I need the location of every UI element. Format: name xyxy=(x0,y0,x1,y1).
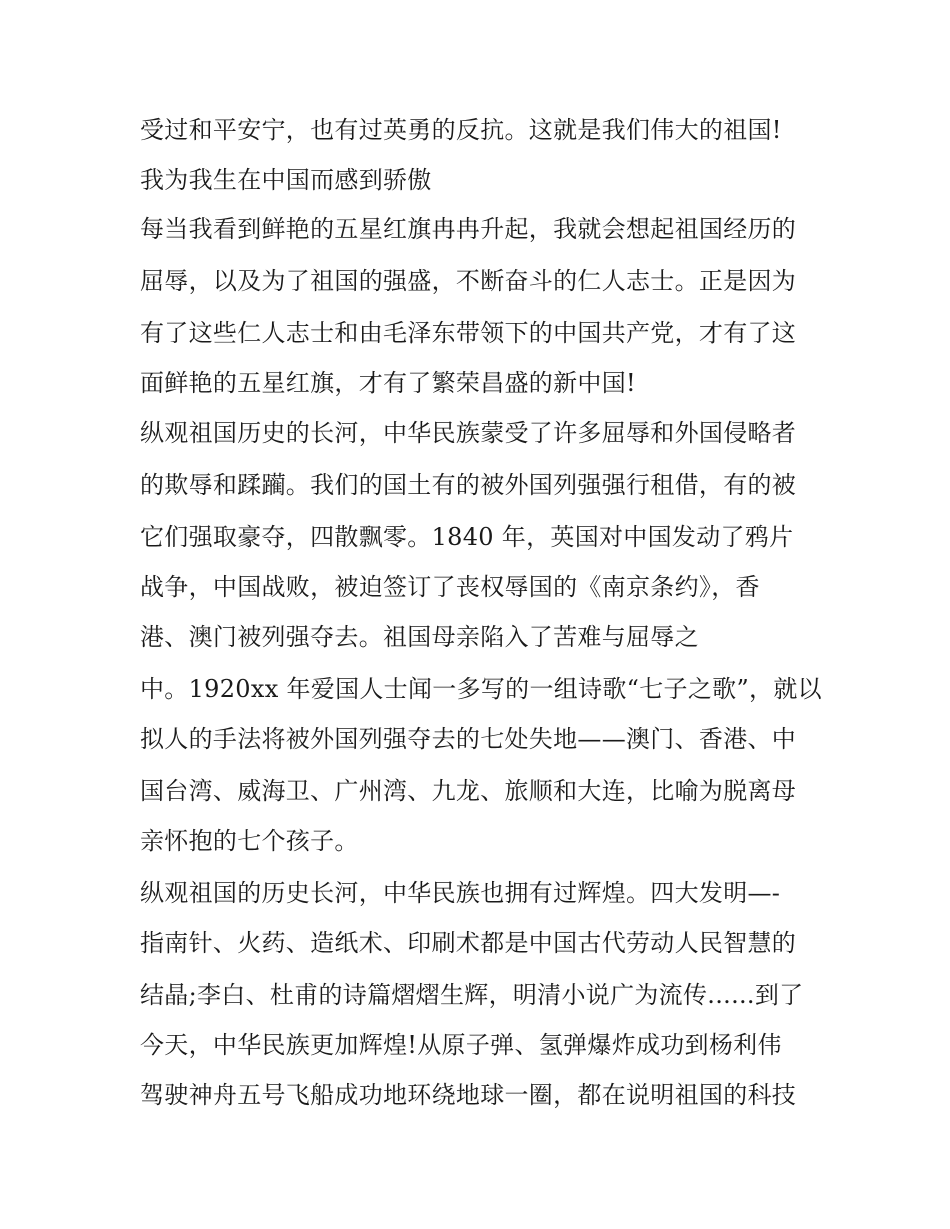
text-line: 今天，中华民族更加辉煌!从原子弹、氢弹爆炸成功到杨利伟 xyxy=(140,1031,782,1059)
text-line: 驾驶神舟五号飞船成功地环绕地球一圈，都在说明祖国的科技 xyxy=(140,1081,797,1109)
text-line: 有了这些仁人志士和由毛泽东带领下的中国共产党，才有了这 xyxy=(140,319,797,347)
text-line: 指南针、火药、造纸术、印刷术都是中国古代劳动人民智慧的 xyxy=(140,929,797,957)
text-line: 面鲜艳的五星红旗，才有了繁荣昌盛的新中国! xyxy=(140,369,636,397)
text-line: 中。1920xx 年爱国人士闻一多写的一组诗歌“七子之歌”，就以 xyxy=(140,675,822,703)
text-line: 战争，中国战败，被迫签订了丧权辱国的《南京条约》，香 xyxy=(140,573,760,601)
text-line: 亲怀抱的七个孩子。 xyxy=(140,827,359,855)
text-line: 我为我生在中国而感到骄傲 xyxy=(140,166,432,194)
text-line: 屈辱，以及为了祖国的强盛，不断奋斗的仁人志士。正是因为 xyxy=(140,267,797,295)
text-line: 国台湾、威海卫、广州湾、九龙、旅顺和大连，比喻为脱离母 xyxy=(140,777,797,805)
text-line: 港、澳门被列强夺去。祖国母亲陷入了苦难与屈辱之 xyxy=(140,623,699,651)
text-line: 受过和平安宁，也有过英勇的反抗。这就是我们伟大的祖国! xyxy=(140,116,782,144)
text-line: 的欺辱和蹂躏。我们的国土有的被外国列强强行租借，有的被 xyxy=(140,471,797,499)
text-line: 每当我看到鲜艳的五星红旗冉冉升起，我就会想起祖国经历的 xyxy=(140,215,797,243)
text-line: 结晶;李白、杜甫的诗篇熠熠生辉，明清小说广为流传......到了 xyxy=(140,981,804,1009)
text-line: 它们强取豪夺，四散飘零。1840 年，英国对中国发动了鸦片 xyxy=(140,523,794,551)
text-line: 纵观祖国的历史长河，中华民族也拥有过辉煌。四大发明—- xyxy=(140,879,781,907)
text-line: 纵观祖国历史的长河，中华民族蒙受了许多屈辱和外国侵略者 xyxy=(140,419,797,447)
text-line: 拟人的手法将被外国列强夺去的七处失地——澳门、香港、中 xyxy=(140,725,797,753)
